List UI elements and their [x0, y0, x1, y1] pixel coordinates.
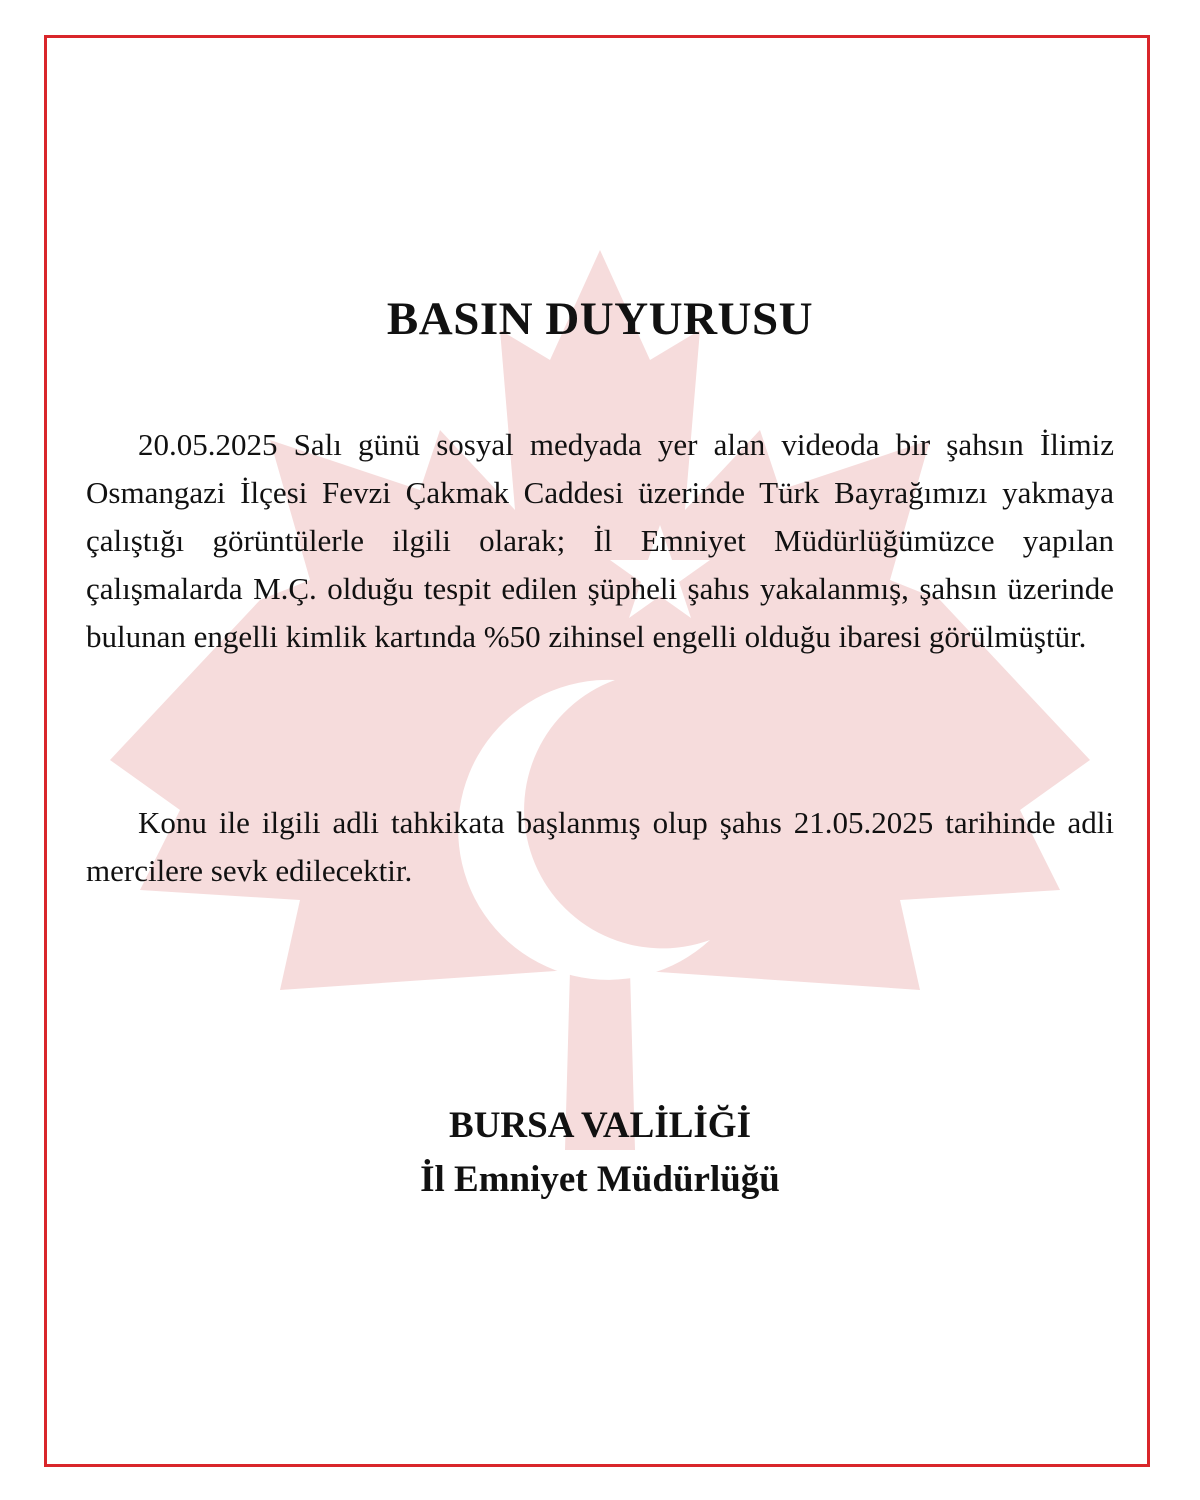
body-paragraph-2: Konu ile ilgili adli tahkikata başlanmış olup şahıs 21.05.2025 tarihinde adli mercilere sevk edilecektir.: [86, 805, 1114, 888]
signature-authority: BURSA VALİLİĞİ: [449, 1105, 751, 1146]
body-paragraph-1: 20.05.2025 Salı günü sosyal medyada yer alan videoda bir şahsın İlimiz Osmangazi İlçesi Fevzi Çakmak Caddesi üzerinde Türk Bayrağımızı yakmaya çalıştığı görüntülerle ilgili olarak; İl Emniyet Müdürlüğümüzce yapılan çalışmalarda M.Ç. olduğu tespit edilen şüpheli şahıs yakalanmış, şahsın üzerinde bulunan engelli kimlik kartında %50 zihinsel engelli olduğu ibaresi görülmüştür.: [86, 427, 1114, 654]
maple-leaf-crescent-star-icon: [60, 250, 1140, 1150]
signature-department: İl Emniyet Müdürlüğü: [420, 1159, 780, 1200]
page-title: BASIN DUYURUSU: [386, 293, 814, 345]
